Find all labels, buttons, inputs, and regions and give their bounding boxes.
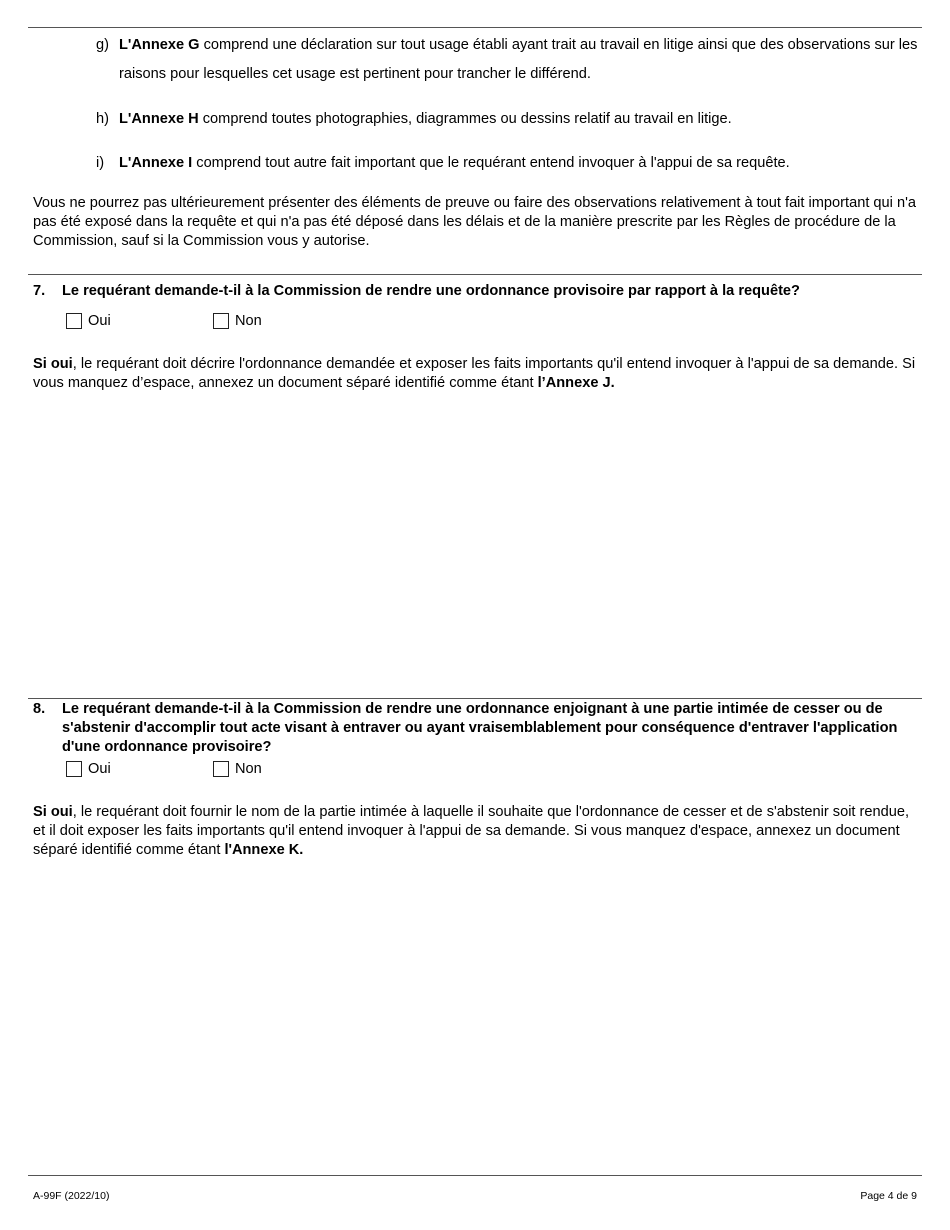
- q8-non-checkbox[interactable]: [213, 761, 262, 777]
- question-text: Le requérant demande-t-il à la Commission de rendre une ordonnance enjoignant à une partie intimée de cesser ou de s'abstenir d'accomplir tout acte visant à entraver ou ayant vraisemblablement pour conséquence d'entraver l'application d'une ordonnance provisoire?: [62, 701, 898, 755]
- question-7: [33, 282, 918, 301]
- item-label: g): [96, 37, 109, 53]
- checkbox-box[interactable]: [66, 313, 82, 329]
- q7-oui-checkbox[interactable]: [66, 313, 111, 329]
- checkbox-label: Oui: [88, 313, 111, 329]
- item-text: L'Annexe I comprend tout autre fait important que le requérant entend invoquer à l'appui de sa requête.: [119, 155, 790, 171]
- q8-oui-checkbox[interactable]: [66, 761, 111, 777]
- checkbox-box[interactable]: [213, 761, 229, 777]
- item-annex-name: L'Annexe H: [119, 111, 199, 127]
- checkbox-label: Non: [235, 313, 262, 329]
- q8-answer-area[interactable]: [33, 870, 922, 1165]
- question-number: 7.: [33, 283, 46, 299]
- checkbox-label: Non: [235, 761, 262, 777]
- item-text: L'Annexe H comprend toutes photographies, diagrammes ou dessins relatif au travail en litige.: [119, 111, 732, 127]
- question-number: 8.: [33, 701, 46, 717]
- item-annex-name: L'Annexe G: [119, 37, 200, 53]
- checkbox-label: Oui: [88, 761, 111, 777]
- item-annex-name: L'Annexe I: [119, 155, 193, 171]
- section-rule-8: [28, 698, 922, 699]
- q8-instructions: Si oui, le requérant doit fournir le nom de la partie intimée à laquelle il souhaite que l'ordonnance de cesser et de s'abstenir soit rendue, et il doit exposer les faits importants qu'il entend invoquer à l'appui de sa demande. Si vous manquez d'espace, annexez un document séparé identifié comme étant l'Annexe K.: [33, 804, 910, 858]
- item-label: h): [96, 111, 109, 127]
- q7-answer-area[interactable]: [33, 400, 922, 690]
- checkbox-box[interactable]: [213, 313, 229, 329]
- form-id: A-99F (2022/10): [33, 1190, 110, 1202]
- top-rule: [28, 27, 922, 28]
- footer-rule: [28, 1175, 922, 1176]
- q7-instructions: Si oui, le requérant doit décrire l'ordonnance demandée et exposer les faits importants qu'il entend invoquer à l'appui de sa demande. Si vous manquez d’espace, annexez un document séparé identifié comme étant l’Annexe J.: [33, 356, 916, 391]
- section-rule-7: [28, 274, 922, 275]
- q7-non-checkbox[interactable]: [213, 313, 262, 329]
- page-number: Page 4 de 9: [860, 1190, 917, 1202]
- checkbox-box[interactable]: [66, 761, 82, 777]
- notice-paragraph: Vous ne pourrez pas ultérieurement présenter des éléments de preuve ou faire des observations relativement à tout fait important qui n'a pas été exposé dans la requête et qui n'a pas été déposé dans les délais et de la manière prescrite par les Règles de procédure de la Commission, sauf si la Commission vous y autorise.: [33, 195, 916, 249]
- item-label: i): [96, 155, 105, 171]
- item-text: L'Annexe G comprend une déclaration sur tout usage établi ayant trait au travail en litige ainsi que des observations sur les raisons pour lesquelles cet usage est pertinent pour trancher le différend.: [119, 37, 918, 82]
- question-8: [33, 700, 918, 757]
- question-text: Le requérant demande-t-il à la Commission de rendre une ordonnance provisoire par rapport à la requête?: [62, 283, 800, 299]
